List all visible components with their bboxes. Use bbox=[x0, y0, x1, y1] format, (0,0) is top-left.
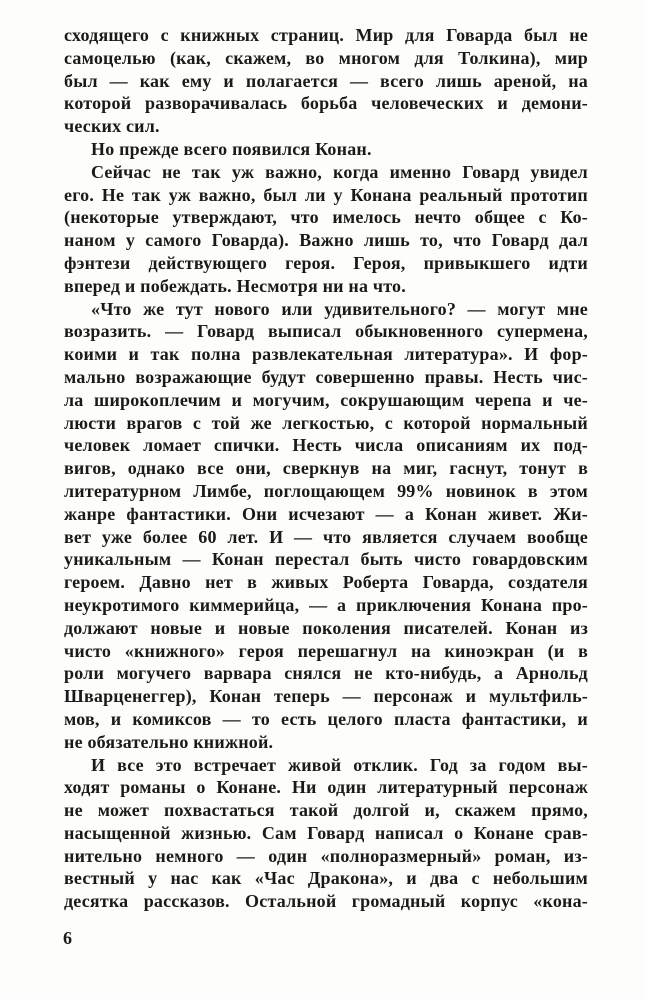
text-line: коими и так полна развлекательная литература». И фор- bbox=[64, 344, 588, 365]
text-line: не может похвастаться такой долгой и, скажем прямо, bbox=[64, 800, 588, 821]
text-line: И все это встречает живой отклик. Год за годом вы- bbox=[91, 754, 588, 775]
text-line: возразить. — Говард выписал обыкновенного супермена, bbox=[64, 321, 588, 342]
text-line: роли могучего варвара снялся не кто-нибудь, а Арнольд bbox=[64, 663, 588, 684]
text-line: сходящего с книжных страниц. Мир для Говарда был не bbox=[64, 25, 588, 45]
paragraph bbox=[64, 298, 588, 754]
text-line: мально возражающие будут совершенно правы. Несть чис- bbox=[64, 366, 588, 387]
text-line: был — как ему и полагается — всего лишь ареной, на bbox=[64, 70, 588, 91]
text-line: ла широкоплечим и могучим, сокрушающим черепа и че- bbox=[64, 389, 588, 410]
text-block bbox=[64, 24, 588, 913]
text-line: Шварценеггер), Конан теперь — персонаж и мультфиль- bbox=[64, 686, 588, 707]
text-line: не обязательно книжной. bbox=[64, 731, 274, 752]
text-line: (некоторые утверждают, что имелось нечто общее с Ко- bbox=[64, 207, 588, 228]
text-line: «Что же тут нового или удивительного? — могут мне bbox=[91, 298, 588, 319]
text-line: чисто «книжного» героя перешагнул на киноэкран (и в bbox=[64, 640, 588, 661]
text-line: Но прежде всего появился Конан. bbox=[91, 138, 372, 159]
text-line: героем. Давно нет в живых Роберта Говарда, создателя bbox=[64, 572, 588, 593]
text-line: вестный у нас как «Час Дракона», и два с небольшим bbox=[64, 868, 588, 889]
text-line: неукротимого киммерийца, — а приключения Конана про- bbox=[64, 594, 588, 615]
page-number: 6 bbox=[63, 928, 72, 948]
text-line: уникальным — Конан перестал быть чисто говардовским bbox=[64, 549, 588, 570]
text-line: человек ломает спички. Несть числа описаниям их под- bbox=[64, 435, 588, 456]
text-line: его. Не так уж важно, был ли у Конана реальный прототип bbox=[64, 184, 588, 205]
text-line: должают новые и новые поколения писателей. Конан из bbox=[64, 617, 588, 638]
text-line: наном у самого Говарда). Важно лишь то, что Говард дал bbox=[64, 230, 588, 251]
text-line: фэнтези действующего героя. Героя, привыкшего идти bbox=[64, 252, 588, 273]
text-line: ческих сил. bbox=[64, 116, 160, 137]
text-line: насыщенной жизнью. Сам Говард написал о Конане срав- bbox=[64, 822, 588, 843]
text-line: которой разворачивалась борьба человеческих и демони- bbox=[64, 93, 588, 114]
text-line: Сейчас не так уж важно, когда именно Говард увидел bbox=[91, 161, 588, 182]
text-line: десятка рассказов. Остальной громадный корпус «кона- bbox=[64, 891, 588, 912]
text-line: вигов, однако все они, сверкнув на миг, гаснут, тонут в bbox=[64, 458, 588, 479]
text-line: люсти врагов с той же легкостью, с которой нормальный bbox=[64, 412, 588, 433]
paragraph bbox=[64, 24, 588, 138]
paragraph bbox=[64, 754, 588, 914]
text-line: ходят романы о Конане. Ни один литературный персонаж bbox=[64, 777, 588, 798]
text-line: жанре фантастики. Они исчезают — а Конан живет. Жи- bbox=[64, 503, 588, 524]
text-line: мов, и комиксов — то есть целого пласта фантастики, и bbox=[64, 708, 588, 729]
text-line: литературном Лимбе, поглощающем 99% новинок в этом bbox=[64, 480, 588, 501]
paragraph bbox=[64, 161, 588, 298]
text-line: вет уже более 60 лет. И — что является случаем вообще bbox=[64, 526, 588, 547]
text-line: вперед и побеждать. Несмотря ни на что. bbox=[64, 275, 406, 296]
text-line: самоцелью (как, скажем, во многом для Толкина), мир bbox=[64, 47, 588, 68]
paragraph bbox=[64, 138, 588, 161]
text-line: нительно немного — один «полноразмерный» роман, из- bbox=[64, 845, 588, 866]
